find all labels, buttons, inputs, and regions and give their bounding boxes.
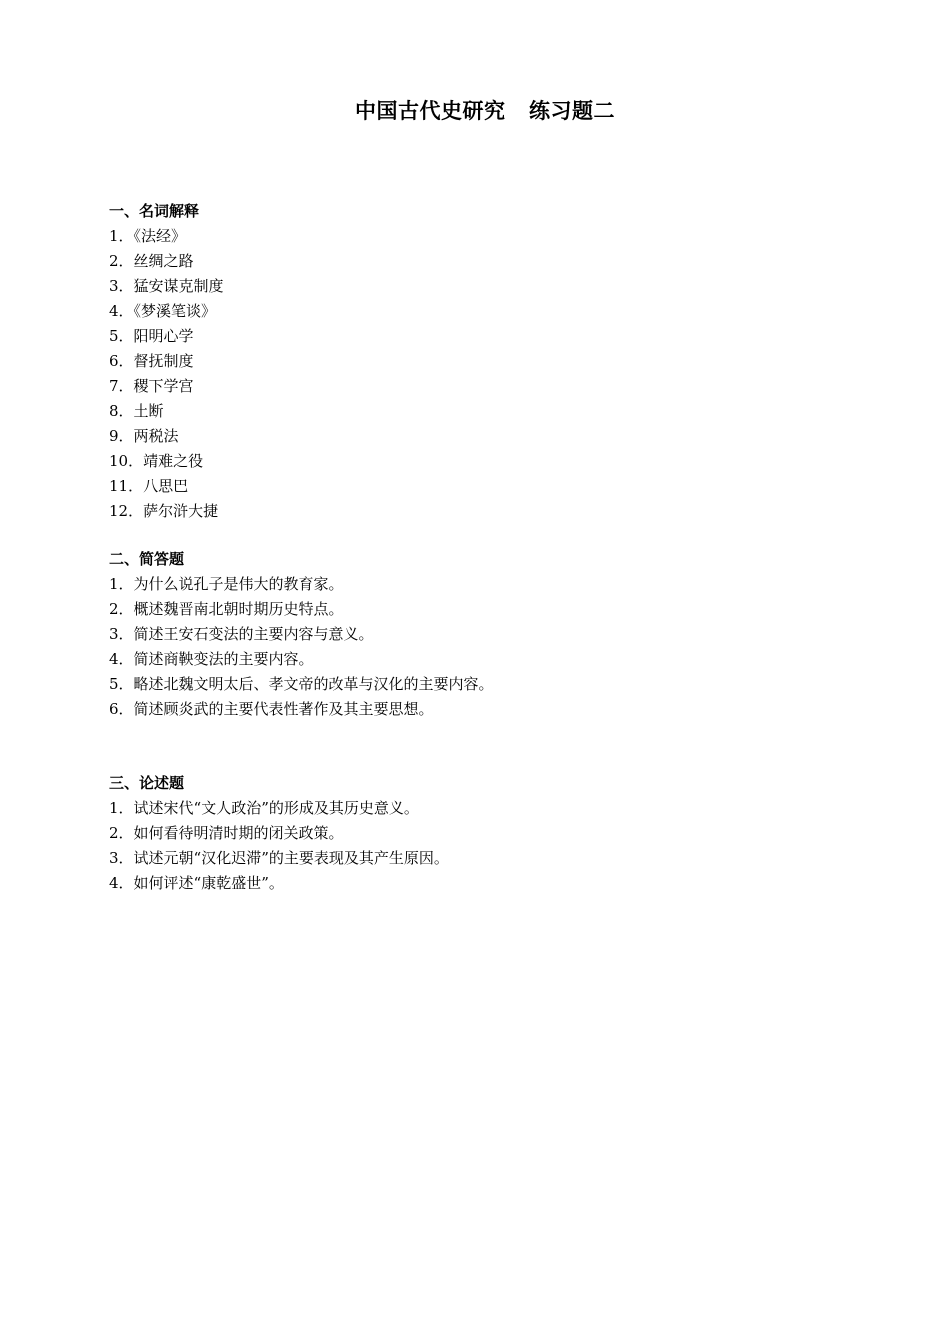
list-item: 3．猛安谋克制度 <box>109 277 224 295</box>
list-item: 2．概述魏晋南北朝时期历史特点。 <box>109 600 344 618</box>
section-essay <box>109 771 889 896</box>
section-heading: 三、论述题 <box>109 774 185 792</box>
list-item: 1．试述宋代“文人政治”的形成及其历史意义。 <box>109 799 419 817</box>
list-item: 1．《法经》 <box>109 227 187 245</box>
list-item: 5．略述北魏文明太后、孝文帝的改革与汉化的主要内容。 <box>109 675 494 693</box>
list-item: 10．靖难之役 <box>109 452 204 470</box>
list-item: 9．两税法 <box>109 427 179 445</box>
list-item: 3．简述王安石变法的主要内容与意义。 <box>109 625 374 643</box>
list-item: 6．督抚制度 <box>109 352 194 370</box>
section-heading: 二、简答题 <box>109 550 185 568</box>
section-heading: 一、名词解释 <box>109 202 200 220</box>
list-item: 12．萨尔浒大捷 <box>109 502 219 520</box>
list-item: 3．试述元朝“汉化迟滞”的主要表现及其产生原因。 <box>109 849 449 867</box>
list-item: 7．稷下学宫 <box>109 377 194 395</box>
section-terms <box>109 199 889 524</box>
list-item: 2．如何看待明清时期的闭关政策。 <box>109 824 344 842</box>
list-item: 6．简述顾炎武的主要代表性著作及其主要思想。 <box>109 700 434 718</box>
list-item: 1．为什么说孔子是伟大的教育家。 <box>109 575 344 593</box>
list-item: 8．土断 <box>109 402 164 420</box>
page-title: 中国古代史研究 练习题二 <box>355 99 615 123</box>
list-item: 4．如何评述“康乾盛世”。 <box>109 874 284 892</box>
list-item: 2．丝绸之路 <box>109 252 194 270</box>
list-item: 4．《梦溪笔谈》 <box>109 302 217 320</box>
list-item: 5．阳明心学 <box>109 327 194 345</box>
list-item: 4．简述商鞅变法的主要内容。 <box>109 650 314 668</box>
list-item: 11．八思巴 <box>109 477 189 495</box>
section-short-answer <box>109 547 889 722</box>
